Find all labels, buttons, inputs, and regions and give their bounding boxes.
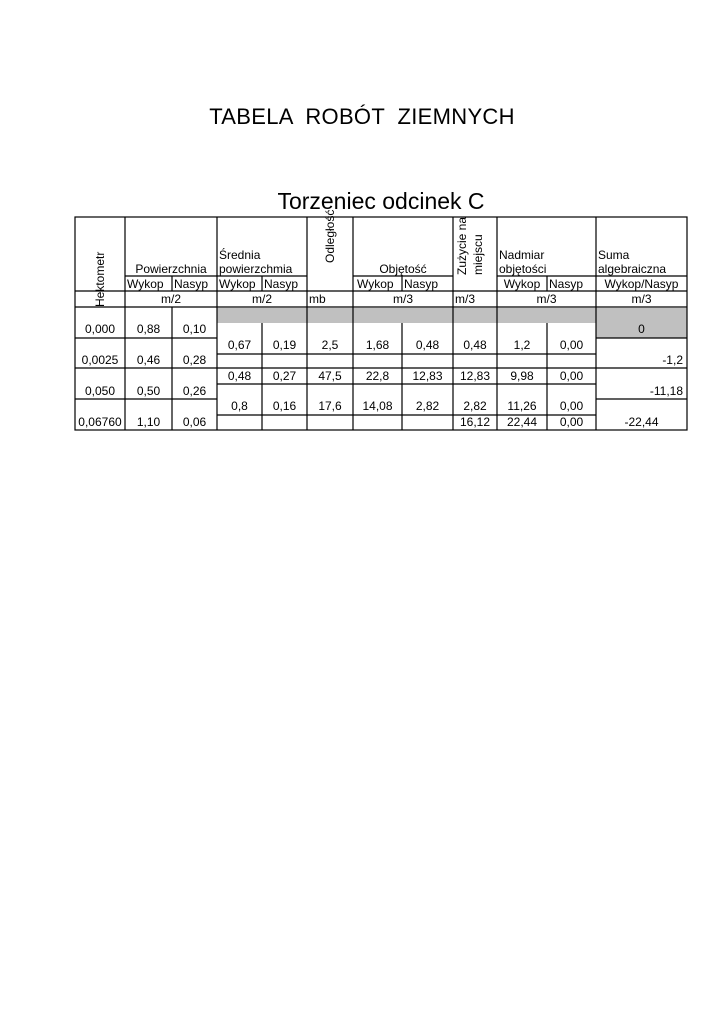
- station-0-suma: 0: [638, 322, 645, 336]
- interval-1-obj-nasyp: 12,83: [412, 369, 443, 383]
- header-zuzycie-1: Zużycie na: [455, 216, 469, 275]
- subheader-obj-nasyp: Nasyp: [404, 277, 439, 291]
- subheader-sr-wykop: Wykop: [219, 277, 256, 291]
- station-1-wykop: 0,46: [136, 353, 161, 367]
- interval-0-zuzycie: 0,48: [463, 338, 487, 352]
- interval-2-obj-wykop: 14,08: [362, 399, 393, 413]
- station-1-hm: 0,0025: [81, 353, 119, 367]
- interval-2-sr-nasyp: 0,16: [272, 399, 297, 413]
- interval-2-odl: 17,6: [318, 399, 342, 413]
- subheader-pow-nasyp: Nasyp: [174, 277, 209, 291]
- total-nad-wykop: 22,44: [506, 415, 538, 429]
- header-nadmiar-1: Nadmiar: [499, 248, 545, 262]
- interval-2-nad-wykop: 11,26: [507, 399, 537, 413]
- unit-suma: m/3: [631, 292, 652, 306]
- interval-1-sr-nasyp: 0,27: [272, 369, 297, 383]
- station-3-nasyp: 0,06: [182, 415, 207, 429]
- station-3-hm: 0,06760: [78, 415, 122, 429]
- header-suma-1: Suma: [598, 248, 630, 262]
- interval-2-zuzycie: 2,82: [463, 399, 487, 413]
- unit-zuzycie: m/3: [455, 292, 476, 306]
- subheader-suma: Wykop/Nasyp: [604, 277, 679, 291]
- unit-srednia: m/2: [251, 292, 272, 306]
- unit-nadmiar: m/3: [536, 292, 557, 306]
- total-zuzycie: 16,12: [459, 415, 491, 429]
- interval-0-sr-nasyp: 0,19: [272, 338, 297, 352]
- unit-odleglosc: mb: [309, 292, 326, 306]
- interval-2-obj-nasyp: 2,82: [415, 399, 440, 413]
- station-0-hm: 0,000: [84, 322, 116, 336]
- header-srednia-1: Średnia: [219, 248, 261, 262]
- subheader-pow-wykop: Wykop: [127, 277, 164, 291]
- station-0-nasyp: 0,10: [182, 322, 207, 336]
- interval-1-sr-wykop: 0,48: [227, 369, 252, 383]
- shaded-band: [217, 308, 596, 323]
- interval-0-sr-wykop: 0,67: [227, 338, 252, 352]
- interval-1-nad-nasyp: 0,00: [559, 369, 584, 383]
- header-powierzchnia: Powierzchnia: [135, 262, 207, 276]
- subheader-nad-nasyp: Nasyp: [549, 277, 584, 291]
- total-nad-nasyp: 0,00: [559, 415, 584, 429]
- header-odleglosc: Odległość: [323, 209, 337, 263]
- interval-0-obj-wykop: 1,68: [365, 338, 390, 352]
- unit-powierzchnia: m/2: [160, 292, 181, 306]
- header-srednia-2: powierzchmia: [219, 262, 293, 276]
- station-3-wykop: 1,10: [136, 415, 161, 429]
- document-subtitle: Torzeniec odcinek C: [277, 188, 485, 214]
- header-objetosc: Objętość: [379, 262, 427, 276]
- header-hektometr: Hektometr: [93, 251, 107, 307]
- interval-0-nad-nasyp: 0,00: [559, 338, 584, 352]
- subheader-obj-wykop: Wykop: [357, 277, 394, 291]
- interval-2-sr-wykop: 0,8: [231, 399, 248, 413]
- interval-2-nad-nasyp: 0,00: [559, 399, 584, 413]
- station-2-hm: 0,050: [84, 384, 116, 398]
- station-2-wykop: 0,50: [136, 384, 161, 398]
- interval-1-odl: 47,5: [318, 369, 342, 383]
- station-2-nasyp: 0,26: [182, 384, 207, 398]
- station-3-suma: -22,44: [624, 415, 659, 429]
- station-1-suma: -1,2: [662, 353, 683, 367]
- station-2-suma: -11,18: [649, 384, 683, 398]
- station-1-nasyp: 0,28: [182, 353, 207, 367]
- interval-1-nad-wykop: 9,98: [510, 369, 534, 383]
- interval-0-nad-wykop: 1,2: [513, 338, 531, 352]
- station-0-wykop: 0,88: [136, 322, 161, 336]
- interval-0-odl: 2,5: [321, 338, 339, 352]
- document-title: TABELA ROBÓT ZIEMNYCH: [209, 104, 515, 129]
- header-nadmiar-2: objętości: [499, 262, 547, 276]
- subheader-sr-nasyp: Nasyp: [264, 277, 299, 291]
- interval-1-obj-wykop: 22,8: [365, 369, 390, 383]
- interval-1-zuzycie: 12,83: [459, 369, 491, 383]
- interval-0-obj-nasyp: 0,48: [415, 338, 440, 352]
- subheader-nad-wykop: Wykop: [503, 277, 541, 291]
- unit-objetosc: m/3: [392, 292, 413, 306]
- header-suma-2: algebraiczna: [598, 262, 667, 276]
- header-zuzycie-2: miejscu: [471, 234, 485, 275]
